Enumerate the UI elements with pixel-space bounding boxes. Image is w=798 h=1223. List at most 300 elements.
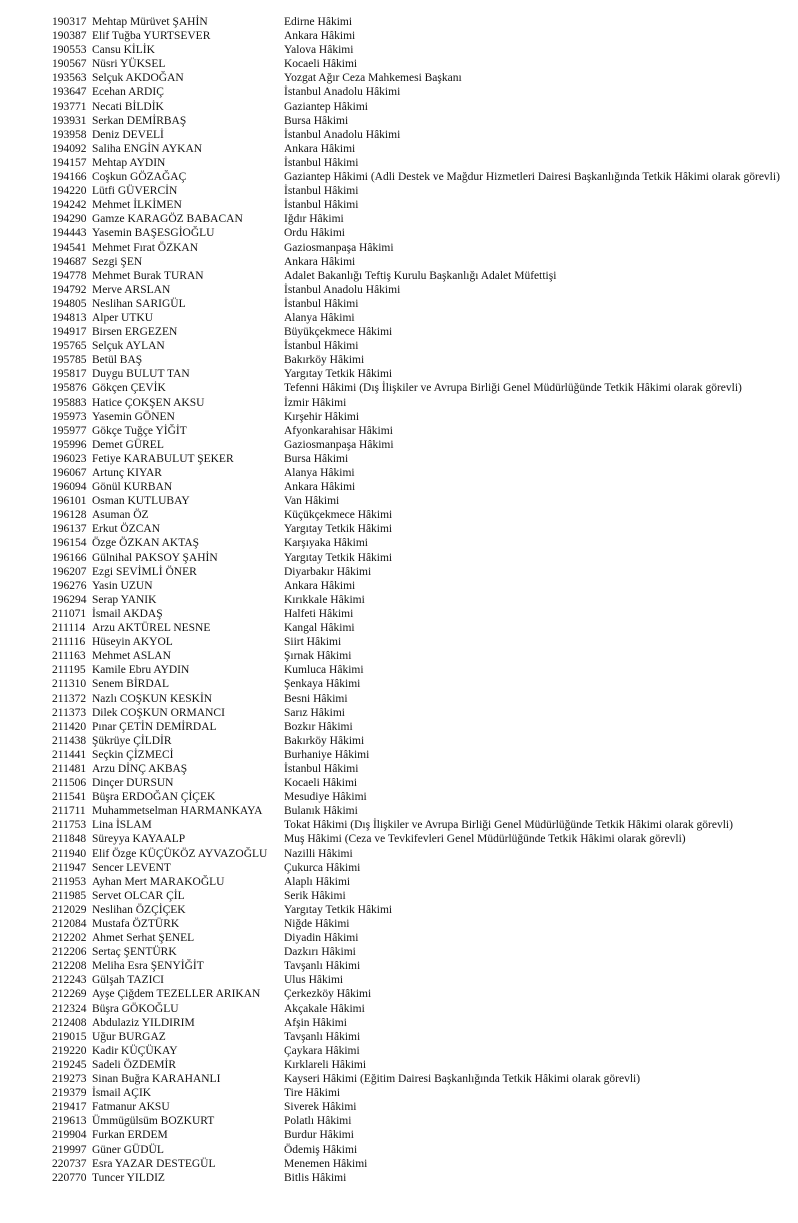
person-name: Betül BAŞ <box>92 354 143 367</box>
person-name: Lütfi GÜVERCİN <box>92 185 178 198</box>
person-name: Gökçe Tuğçe YİĞİT <box>92 424 187 437</box>
appointment-position: Ödemiş Hâkimi <box>284 1143 358 1156</box>
registry-number: 211438 <box>52 734 87 747</box>
person-name: İsmail AÇIK <box>92 1087 152 1100</box>
person-name: Alper UTKU <box>92 311 153 324</box>
person-name: Mehmet ASLAN <box>92 650 171 663</box>
registry-number: 194541 <box>52 241 87 254</box>
registry-number: 194443 <box>52 227 87 240</box>
list-row <box>0 1128 798 1142</box>
appointment-position: İstanbul Hâkimi <box>284 199 359 212</box>
registry-number: 212408 <box>52 1016 87 1029</box>
appointment-position: Çaykara Hâkimi <box>284 1044 360 1057</box>
person-name: Arzu AKTÜREL NESNE <box>92 622 211 635</box>
appointment-position: Kangal Hâkimi <box>284 622 355 635</box>
appointment-position: İstanbul Anadolu Hâkimi <box>284 283 401 296</box>
registry-number: 194778 <box>52 269 87 282</box>
registry-number: 212208 <box>52 960 87 973</box>
person-name: Sencer LEVENT <box>92 861 171 874</box>
registry-number: 196154 <box>52 537 87 550</box>
appointment-position: İstanbul Anadolu Hâkimi <box>284 86 401 99</box>
appointment-position: Ankara Hâkimi <box>284 142 356 155</box>
registry-number: 219613 <box>52 1115 87 1128</box>
appointment-position: Afyonkarahisar Hâkimi <box>284 424 393 437</box>
registry-number: 195973 <box>52 410 87 423</box>
registry-number: 194092 <box>52 142 87 155</box>
appointment-position: Ordu Hâkimi <box>284 227 346 240</box>
list-row <box>0 494 798 508</box>
list-row <box>0 297 798 311</box>
appointment-position: Burdur Hâkimi <box>284 1129 354 1142</box>
appointment-position: İzmir Hâkimi <box>284 396 347 409</box>
person-name: Güner GÜDÜL <box>92 1143 164 1156</box>
person-name: Meliha Esra ŞENYİĞİT <box>92 960 204 973</box>
registry-number: 212206 <box>52 946 87 959</box>
appointment-position: Tavşanlı Hâkimi <box>284 1030 361 1043</box>
registry-number: 196128 <box>52 509 87 522</box>
person-name: Ezgi SEVİMLİ ÖNER <box>92 565 197 578</box>
registry-number: 219997 <box>52 1143 87 1156</box>
list-row <box>0 367 798 381</box>
list-row <box>0 522 798 536</box>
list-row <box>0 692 798 706</box>
appointment-position: Dazkırı Hâkimi <box>284 946 356 959</box>
list-row <box>0 649 798 663</box>
appointment-position: Serik Hâkimi <box>284 889 346 902</box>
registry-number: 219220 <box>52 1044 87 1057</box>
appointment-position: Bakırköy Hâkimi <box>284 354 365 367</box>
list-row <box>0 100 798 114</box>
list-row <box>0 15 798 29</box>
registry-number: 193647 <box>52 86 87 99</box>
list-row <box>0 973 798 987</box>
list-row <box>0 706 798 720</box>
person-name: Abdulaziz YILDIRIM <box>92 1016 195 1029</box>
list-row <box>0 1114 798 1128</box>
list-row <box>0 1044 798 1058</box>
appointment-position: Kırıkkale Hâkimi <box>284 593 365 606</box>
registry-number: 211310 <box>52 678 87 691</box>
registry-number: 219273 <box>52 1073 87 1086</box>
appointment-position: Yargıtay Tetkik Hâkimi <box>284 523 393 536</box>
appointment-position: Ankara Hâkimi <box>284 579 356 592</box>
registry-number: 196023 <box>52 452 87 465</box>
registry-number: 190387 <box>52 30 87 43</box>
appointment-position: Yalova Hâkimi <box>284 44 354 57</box>
registry-number: 211116 <box>52 636 86 649</box>
registry-number: 194166 <box>52 171 87 184</box>
registry-number: 194917 <box>52 326 87 339</box>
list-row <box>0 677 798 691</box>
registry-number: 211753 <box>52 819 87 832</box>
list-row <box>0 734 798 748</box>
person-name: Gamze KARAGÖZ BABACAN <box>92 213 243 226</box>
list-row <box>0 156 798 170</box>
person-name: Pınar ÇETİN DEMİRDAL <box>92 720 217 733</box>
person-name: Asuman ÖZ <box>92 509 149 522</box>
list-row <box>0 1157 798 1171</box>
person-name: Arzu DİNÇ AKBAŞ <box>92 762 188 775</box>
registry-number: 194242 <box>52 199 87 212</box>
person-name: Sinan Buğra KARAHANLI <box>92 1073 221 1086</box>
list-row <box>0 1002 798 1016</box>
list-row <box>0 790 798 804</box>
list-row <box>0 748 798 762</box>
list-row <box>0 1030 798 1044</box>
registry-number: 219904 <box>52 1129 87 1142</box>
list-row <box>0 607 798 621</box>
appointment-position: Afşin Hâkimi <box>284 1016 347 1029</box>
appointment-position: İstanbul Hâkimi <box>284 340 359 353</box>
list-row <box>0 241 798 255</box>
appointment-position: Alanya Hâkimi <box>284 467 355 479</box>
registry-number: 219417 <box>52 1101 87 1114</box>
person-name: Nüsri YÜKSEL <box>92 58 166 71</box>
appointment-position: Yozgat Ağır Ceza Mahkemesi Başkanı <box>284 72 462 85</box>
appointment-position: Alanya Hâkimi <box>284 311 355 324</box>
registry-number: 211985 <box>52 889 87 902</box>
list-row <box>0 71 798 85</box>
person-name: Selçuk AYLAN <box>92 340 165 353</box>
appointment-position: Yargıtay Tetkik Hâkimi <box>284 368 393 381</box>
person-name: Mehtap AYDIN <box>92 156 166 169</box>
registry-number: 211071 <box>52 607 87 620</box>
registry-number: 212029 <box>52 903 87 916</box>
registry-number: 193771 <box>52 100 87 113</box>
appointment-position: Çukurca Hâkimi <box>284 861 361 874</box>
appointment-position: Tavşanlı Hâkimi <box>284 960 361 973</box>
appointment-position: Gaziosmanpaşa Hâkimi <box>284 438 394 451</box>
appointment-position: Iğdır Hâkimi <box>284 213 344 226</box>
registry-number: 211541 <box>52 791 87 804</box>
list-row <box>0 438 798 452</box>
appointment-position: Yargıtay Tetkik Hâkimi <box>284 551 393 564</box>
list-row <box>0 128 798 142</box>
registry-number: 211481 <box>52 762 87 775</box>
person-name: Yasemin GÖNEN <box>92 410 175 423</box>
person-name: İsmail AKDAŞ <box>92 607 163 620</box>
person-name: Duygu BULUT TAN <box>92 368 190 381</box>
appointment-position: İstanbul Hâkimi <box>284 297 359 310</box>
appointment-position: Gaziosmanpaşa Hâkimi <box>284 241 394 254</box>
person-name: Mehtap Mürüvet ŞAHİN <box>92 16 208 28</box>
list-row <box>0 114 798 128</box>
person-name: Gökçen ÇEVİK <box>92 382 166 395</box>
person-name: Osman KUTLUBAY <box>92 495 190 508</box>
appointment-position: Bakırköy Hâkimi <box>284 734 365 747</box>
list-row <box>0 536 798 550</box>
person-name: Servet OLCAR ÇİL <box>92 889 185 902</box>
appointment-position: İstanbul Hâkimi <box>284 185 359 198</box>
list-row <box>0 1143 798 1157</box>
person-name: Saliha ENGİN AYKAN <box>92 142 203 155</box>
registry-number: 211195 <box>52 664 86 677</box>
appointment-position: Menemen Hâkimi <box>284 1157 368 1170</box>
appointment-position: Adalet Bakanlığı Teftiş Kurulu Başkanlığı Adalet Müfettişi <box>284 269 557 282</box>
appointment-position: Kırşehir Hâkimi <box>284 410 360 423</box>
registry-number: 196067 <box>52 467 87 479</box>
list-row <box>0 184 798 198</box>
person-name: Artunç KIYAR <box>92 467 162 479</box>
appointment-position: İstanbul Anadolu Hâkimi <box>284 128 401 141</box>
list-row <box>0 480 798 494</box>
list-row <box>0 381 798 395</box>
list-row <box>0 396 798 410</box>
list-row <box>0 283 798 297</box>
registry-number: 212202 <box>52 932 87 945</box>
appointment-position: Burhaniye Hâkimi <box>284 748 370 761</box>
list-row <box>0 875 798 889</box>
list-row <box>0 579 798 593</box>
registry-number: 196294 <box>52 593 87 606</box>
registry-number: 195883 <box>52 396 87 409</box>
person-name: Merve ARSLAN <box>92 283 171 296</box>
list-row <box>0 1016 798 1030</box>
list-row <box>0 353 798 367</box>
registry-number: 194687 <box>52 255 87 268</box>
person-name: Deniz DEVELİ <box>92 128 164 141</box>
person-name: Mustafa ÖZTÜRK <box>92 918 180 930</box>
appointment-position: Ankara Hâkimi <box>284 481 356 494</box>
person-name: Kamile Ebru AYDIN <box>92 664 190 677</box>
list-row <box>0 621 798 635</box>
appointment-position: Ankara Hâkimi <box>284 255 356 268</box>
person-name: Erkut ÖZCAN <box>92 523 161 536</box>
appointment-position: Bitlis Hâkimi <box>284 1171 347 1184</box>
registry-number: 194220 <box>52 185 87 198</box>
person-name: Ümmügülsüm BOZKURT <box>92 1115 215 1128</box>
person-name: Yasin UZUN <box>92 579 153 592</box>
person-name: Yasemin BAŞESGİOĞLU <box>92 227 215 240</box>
person-name: Demet GÜREL <box>92 438 164 451</box>
list-row <box>0 1171 798 1185</box>
registry-number: 190553 <box>52 44 87 57</box>
list-row <box>0 861 798 875</box>
registry-number: 195977 <box>52 424 87 437</box>
appointment-position: Siverek Hâkimi <box>284 1101 357 1114</box>
person-name: Necati BİLDİK <box>92 100 164 113</box>
list-row <box>0 593 798 607</box>
person-name: Süreyya KAYAALP <box>92 833 186 846</box>
registry-number: 211711 <box>52 805 86 818</box>
person-name: Fatmanur AKSU <box>92 1101 170 1114</box>
list-row <box>0 959 798 973</box>
appointment-position: Van Hâkimi <box>284 495 340 508</box>
appointment-position: Tokat Hâkimi (Dış İlişkiler ve Avrupa Birliği Genel Müdürlüğünde Tetkik Hâkimi olarak görevli) <box>284 819 733 832</box>
list-row <box>0 847 798 861</box>
registry-number: 196276 <box>52 579 87 592</box>
appointment-position: Kocaeli Hâkimi <box>284 58 358 71</box>
appointment-position: Karşıyaka Hâkimi <box>284 537 368 550</box>
person-name: Coşkun GÖZAĞAÇ <box>92 171 187 184</box>
appointment-position: Bursa Hâkimi <box>284 452 349 465</box>
person-name: Ecehan ARDIÇ <box>92 86 164 99</box>
person-name: Büşra ERDOĞAN ÇİÇEK <box>92 791 216 804</box>
registry-number: 211947 <box>52 861 87 874</box>
registry-number: 211420 <box>52 720 87 733</box>
registry-number: 219245 <box>52 1058 87 1071</box>
appointment-position: Kocaeli Hâkimi <box>284 777 358 790</box>
list-row <box>0 565 798 579</box>
list-row <box>0 452 798 466</box>
appointment-position: Niğde Hâkimi <box>284 918 350 930</box>
appointment-position: Siirt Hâkimi <box>284 636 342 649</box>
list-row <box>0 226 798 240</box>
list-row <box>0 198 798 212</box>
registry-number: 195996 <box>52 438 87 451</box>
list-row <box>0 212 798 226</box>
person-name: Nazlı COŞKUN KESKİN <box>92 692 213 705</box>
list-row <box>0 762 798 776</box>
appointment-position: Şenkaya Hâkimi <box>284 678 361 691</box>
appointment-position: Diyarbakır Hâkimi <box>284 565 372 578</box>
person-name: Hatice ÇOKŞEN AKSU <box>92 396 205 409</box>
registry-number: 196137 <box>52 523 87 536</box>
registry-number: 219379 <box>52 1087 87 1100</box>
list-row <box>0 903 798 917</box>
registry-number: 196166 <box>52 551 87 564</box>
person-name: Mehmet İLKİMEN <box>92 199 182 212</box>
person-name: Sadeli ÖZDEMİR <box>92 1058 177 1071</box>
list-row <box>0 311 798 325</box>
registry-number: 211373 <box>52 706 87 719</box>
person-name: Birsen ERGEZEN <box>92 326 178 339</box>
person-name: Ayhan Mert MARAKOĞLU <box>92 875 225 888</box>
list-row <box>0 85 798 99</box>
registry-number: 193931 <box>52 114 87 127</box>
list-row <box>0 255 798 269</box>
registry-number: 195765 <box>52 340 87 353</box>
registry-number: 194792 <box>52 283 87 296</box>
appointment-position: Çerkezköy Hâkimi <box>284 988 372 1001</box>
person-name: Ayşe Çiğdem TEZELLER ARIKAN <box>92 988 261 1001</box>
registry-number: 194805 <box>52 297 87 310</box>
appointment-position: Nazilli Hâkimi <box>284 847 353 860</box>
person-name: Dinçer DURSUN <box>92 777 174 790</box>
person-name: Furkan ERDEM <box>92 1129 168 1142</box>
appointment-position: Ulus Hâkimi <box>284 974 344 987</box>
list-row <box>0 43 798 57</box>
registry-number: 211441 <box>52 748 87 761</box>
appointment-position: İstanbul Hâkimi <box>284 762 359 775</box>
person-name: Cansu KİLİK <box>92 44 155 57</box>
list-row <box>0 917 798 931</box>
registry-number: 211940 <box>52 847 87 860</box>
list-row <box>0 410 798 424</box>
appointment-position: Tire Hâkimi <box>284 1087 341 1100</box>
list-row <box>0 635 798 649</box>
appointment-position: Büyükçekmece Hâkimi <box>284 326 393 339</box>
registry-number: 211848 <box>52 833 87 846</box>
list-row <box>0 931 798 945</box>
appointment-position: Polatlı Hâkimi <box>284 1115 352 1128</box>
list-row <box>0 508 798 522</box>
registry-number: 219015 <box>52 1030 87 1043</box>
registry-number: 220737 <box>52 1157 87 1170</box>
appointment-position: Kumluca Hâkimi <box>284 664 364 677</box>
appointment-position: Bulanık Hâkimi <box>284 805 358 818</box>
registry-number: 211953 <box>52 875 87 888</box>
list-row <box>0 1100 798 1114</box>
list-row <box>0 720 798 734</box>
appointment-position: Sarız Hâkimi <box>284 706 345 719</box>
list-row <box>0 325 798 339</box>
person-name: Neslihan ÖZÇİÇEK <box>92 903 186 916</box>
list-row <box>0 804 798 818</box>
appointment-position: Halfeti Hâkimi <box>284 607 354 620</box>
registry-number: 212084 <box>52 918 87 930</box>
list-row <box>0 466 798 480</box>
person-name: Gönül KURBAN <box>92 481 173 494</box>
person-name: Elif Tuğba YURTSEVER <box>92 30 211 43</box>
list-row <box>0 1072 798 1086</box>
person-name: Senem BİRDAL <box>92 678 169 691</box>
list-row <box>0 776 798 790</box>
person-name: Tuncer YILDIZ <box>92 1171 165 1184</box>
registry-number: 211114 <box>52 622 86 635</box>
person-name: Fetiye KARABULUT ŞEKER <box>92 452 234 465</box>
list-row <box>0 424 798 438</box>
person-name: Büşra GÖKOĞLU <box>92 1002 179 1015</box>
list-row <box>0 818 798 832</box>
appointment-position: Şırnak Hâkimi <box>284 650 352 663</box>
registry-number: 194290 <box>52 213 87 226</box>
appointment-position: Mesudiye Hâkimi <box>284 791 367 804</box>
registry-number: 190317 <box>52 16 87 28</box>
list-row <box>0 29 798 43</box>
registry-number: 196207 <box>52 565 87 578</box>
person-name: Kadir KÜÇÜKAY <box>92 1044 178 1057</box>
appointment-position: Küçükçekmece Hâkimi <box>284 509 393 522</box>
person-name: Gülşah TAZICI <box>92 974 165 987</box>
appointment-position: Gaziantep Hâkimi (Adli Destek ve Mağdur Hizmetleri Dairesi Başkanlığında Tetkik Hâkimi olarak görevli) <box>284 171 780 184</box>
person-name: Özge ÖZKAN AKTAŞ <box>92 537 200 550</box>
appointment-position: Besni Hâkimi <box>284 692 348 705</box>
list-row <box>0 269 798 283</box>
registry-number: 194157 <box>52 156 87 169</box>
registry-number: 196094 <box>52 481 87 494</box>
registry-number: 193563 <box>52 72 87 85</box>
registry-number: 211163 <box>52 650 86 663</box>
appointment-position: Akçakale Hâkimi <box>284 1002 365 1015</box>
list-row <box>0 57 798 71</box>
registry-number: 195876 <box>52 382 87 395</box>
person-name: Esra YAZAR DESTEGÜL <box>92 1157 216 1170</box>
person-name: Serap YANIK <box>92 593 157 606</box>
list-row <box>0 945 798 959</box>
person-name: Ahmet Serhat ŞENEL <box>92 932 195 945</box>
appointment-position: Yargıtay Tetkik Hâkimi <box>284 903 393 916</box>
registry-number: 196101 <box>52 495 87 508</box>
person-name: Dilek COŞKUN ORMANCI <box>92 706 225 719</box>
person-name: Mehmet Burak TURAN <box>92 269 204 282</box>
person-name: Seçkin ÇİZMECİ <box>92 748 174 761</box>
list-row <box>0 142 798 156</box>
list-row <box>0 663 798 677</box>
registry-number: 212243 <box>52 974 87 987</box>
person-name: Gülnihal PAKSOY ŞAHİN <box>92 551 218 564</box>
registry-number: 212324 <box>52 1002 87 1015</box>
list-row <box>0 987 798 1001</box>
registry-number: 190567 <box>52 58 87 71</box>
person-name: Selçuk AKDOĞAN <box>92 72 184 85</box>
appointment-position: Diyadin Hâkimi <box>284 932 359 945</box>
appointment-position: Ankara Hâkimi <box>284 30 356 43</box>
appointment-position: Edirne Hâkimi <box>284 16 353 28</box>
person-name: Hüseyin AKYOL <box>92 636 173 649</box>
list-row <box>0 832 798 846</box>
appointment-position: Kırklareli Hâkimi <box>284 1058 367 1071</box>
